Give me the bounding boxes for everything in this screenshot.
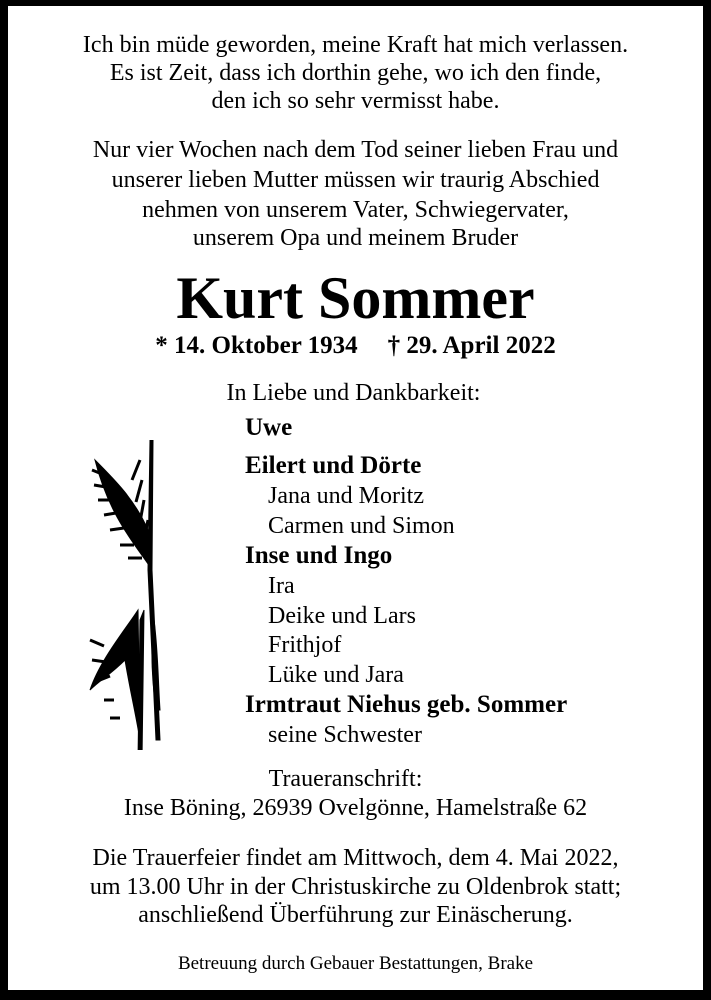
- mourner: Ira: [268, 573, 295, 599]
- deceased-name: Kurt Sommer: [176, 265, 535, 331]
- mourner: Frithjof: [268, 632, 342, 658]
- ceremony-line: Die Trauerfeier findet am Mittwoch, dem 4. Mai 2022,: [92, 845, 619, 871]
- birth-date: * 14. Oktober 1934: [155, 332, 358, 359]
- poem-line: den ich so sehr vermisst habe.: [211, 88, 500, 114]
- poem-line: Ich bin müde geworden, meine Kraft hat mich verlassen.: [82, 32, 629, 58]
- mourner: Deike und Lars: [268, 603, 416, 629]
- address-label: Traueranschrift:: [268, 766, 423, 792]
- ceremony-line: anschließend Überführung zur Einäscherung.: [138, 902, 573, 928]
- poem-line: Es ist Zeit, dass ich dorthin gehe, wo ich den finde,: [109, 60, 602, 86]
- mourner: Carmen und Simon: [268, 513, 455, 539]
- address: Inse Böning, 26939 Ovelgönne, Hamelstraße 62: [123, 795, 588, 821]
- life-dates: [0, 331, 711, 361]
- intro-line: nehmen von unserem Vater, Schwiegervater,: [142, 197, 569, 223]
- funeral-home-credit: Betreuung durch Gebauer Bestattungen, Brake: [177, 953, 534, 974]
- intro-line: unserem Opa und meinem Bruder: [192, 225, 519, 251]
- intro-line: Nur vier Wochen nach dem Tod seiner lieben Frau und: [92, 137, 619, 163]
- mourner: Uwe: [245, 414, 293, 441]
- mourner: seine Schwester: [268, 722, 422, 748]
- mourner: Inse und Ingo: [245, 542, 393, 569]
- mourner: Jana und Moritz: [268, 483, 424, 509]
- mourner: Eilert und Dörte: [245, 452, 422, 479]
- mourner: Lüke und Jara: [268, 662, 404, 688]
- mourner: Irmtraut Niehus geb. Sommer: [245, 691, 568, 718]
- mourners-heading: In Liebe und Dankbarkeit:: [226, 380, 481, 406]
- death-date: † 29. April 2022: [387, 332, 556, 359]
- intro-line: unserer lieben Mutter müssen wir traurig Abschied: [111, 167, 600, 193]
- ceremony-line: um 13.00 Uhr in der Christuskirche zu Oldenbrok statt;: [89, 874, 622, 900]
- wheat-illustration: [80, 440, 180, 750]
